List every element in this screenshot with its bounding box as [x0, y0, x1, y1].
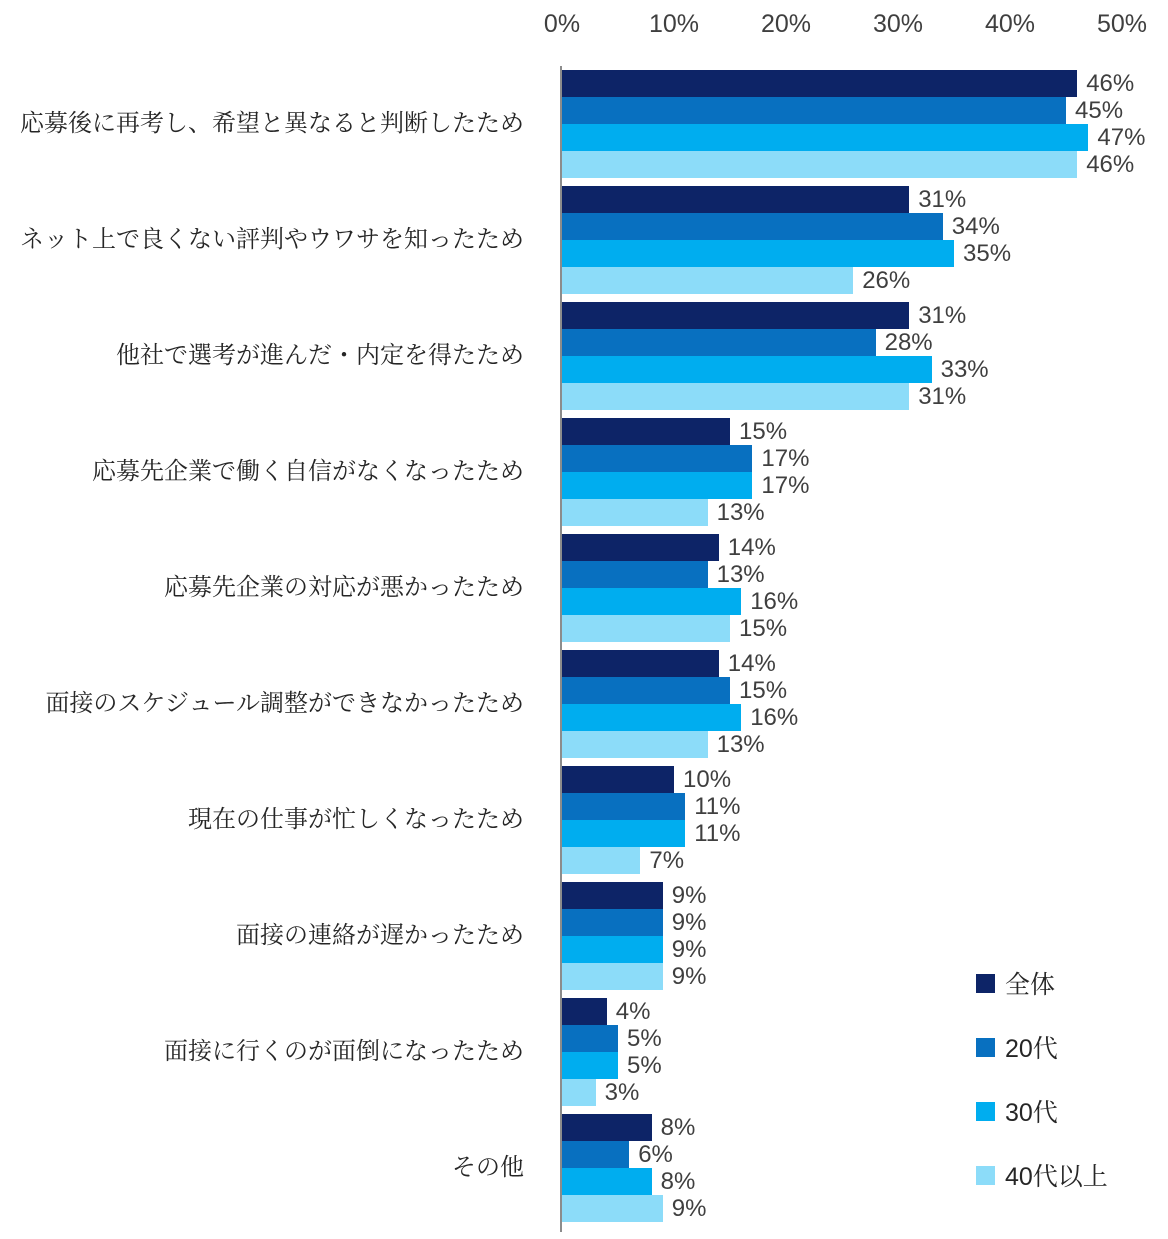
- bar-row: [562, 650, 1168, 677]
- x-axis-tick: 10%: [648, 10, 700, 38]
- bar-value-label: 9%: [671, 882, 707, 909]
- bar-series-3: [562, 1079, 596, 1106]
- bar-series-1: [562, 329, 876, 356]
- bar-cluster: [562, 182, 1168, 298]
- bar-series-3: [562, 1195, 663, 1222]
- bar-value-label: 31%: [918, 302, 967, 329]
- category-label: 面接に行くのが面倒になったため: [164, 1038, 524, 1065]
- bar-value-label: 9%: [671, 1195, 707, 1222]
- bar-value-label: 14%: [727, 650, 776, 677]
- bar-row: [562, 588, 1168, 615]
- bar-value-label: 9%: [671, 936, 707, 963]
- bar-value-label: 5%: [627, 1052, 662, 1079]
- bar-value-label: 15%: [739, 615, 788, 642]
- category-label: 応募先企業の対応が悪かったため: [164, 574, 524, 601]
- bar-value-label: 9%: [671, 909, 707, 936]
- bar-series-3: [562, 963, 663, 990]
- bar-row: [562, 847, 1168, 874]
- bar-series-2: [562, 704, 741, 731]
- bar-value-label: 10%: [683, 766, 732, 793]
- bar-series-2: [562, 820, 685, 847]
- bar-value-label: 47%: [1097, 124, 1146, 151]
- bar-series-2: [562, 1168, 652, 1195]
- bar-series-0: [562, 998, 607, 1025]
- x-axis-tick: 20%: [760, 10, 812, 38]
- bar-series-0: [562, 882, 663, 909]
- legend-label: 40代以上: [1005, 1163, 1108, 1191]
- bar-group: [0, 414, 1168, 530]
- legend: [976, 968, 1108, 1224]
- bar-row: [562, 909, 1168, 936]
- bar-value-label: 7%: [649, 847, 685, 874]
- bar-series-2: [562, 588, 741, 615]
- bar-row: [562, 445, 1168, 472]
- bar-row: [562, 356, 1168, 383]
- legend-swatch-icon: [976, 1038, 995, 1057]
- bar-value-label: 33%: [940, 356, 989, 383]
- x-axis-tick: 40%: [984, 10, 1036, 38]
- bar-series-0: [562, 1114, 652, 1141]
- category-label: ネット上で良くない評判やウワサを知ったため: [20, 226, 524, 253]
- bar-row: [562, 213, 1168, 240]
- bar-group: [0, 762, 1168, 878]
- bar-series-2: [562, 240, 954, 267]
- bar-row: [562, 240, 1168, 267]
- bar-value-label: 28%: [884, 329, 933, 356]
- bar-group: [0, 298, 1168, 414]
- bar-value-label: 5%: [627, 1025, 662, 1052]
- bar-series-0: [562, 766, 674, 793]
- x-axis-tick: 30%: [872, 10, 924, 38]
- bar-cluster: [562, 414, 1168, 530]
- bar-row: [562, 936, 1168, 963]
- bar-row: [562, 677, 1168, 704]
- bar-row: [562, 766, 1168, 793]
- bar-group: [0, 182, 1168, 298]
- legend-swatch-icon: [976, 1102, 995, 1121]
- bar-series-1: [562, 793, 685, 820]
- bar-value-label: 34%: [951, 213, 1000, 240]
- bar-value-label: 6%: [638, 1141, 673, 1168]
- bar-group: [0, 66, 1168, 182]
- bar-series-0: [562, 70, 1077, 97]
- bar-series-0: [562, 418, 730, 445]
- bar-value-label: 4%: [615, 998, 651, 1025]
- bar-row: [562, 383, 1168, 410]
- legend-label: 30代: [1005, 1099, 1058, 1127]
- bar-series-3: [562, 267, 853, 294]
- bar-row: [562, 472, 1168, 499]
- bar-row: [562, 731, 1168, 758]
- bar-value-label: 16%: [750, 704, 799, 731]
- bar-row: [562, 561, 1168, 588]
- bar-value-label: 9%: [671, 963, 707, 990]
- bar-cluster: [562, 298, 1168, 414]
- bar-series-1: [562, 213, 943, 240]
- bar-value-label: 35%: [963, 240, 1012, 267]
- bar-row: [562, 124, 1168, 151]
- category-label: その他: [452, 1154, 524, 1181]
- bar-series-0: [562, 534, 719, 561]
- bar-row: [562, 186, 1168, 213]
- bar-row: [562, 302, 1168, 329]
- bar-series-3: [562, 151, 1077, 178]
- bar-series-1: [562, 561, 708, 588]
- bar-series-0: [562, 302, 909, 329]
- legend-item: [976, 968, 1108, 998]
- bar-series-1: [562, 1141, 629, 1168]
- bar-series-2: [562, 124, 1088, 151]
- bar-series-2: [562, 356, 932, 383]
- bar-row: [562, 70, 1168, 97]
- bar-cluster: [562, 66, 1168, 182]
- bar-value-label: 11%: [694, 793, 741, 820]
- legend-item: [976, 1096, 1108, 1126]
- bar-value-label: 13%: [716, 499, 765, 526]
- bar-series-3: [562, 847, 640, 874]
- x-axis-tick: 0%: [543, 10, 581, 38]
- legend-label: 全体: [1005, 971, 1056, 999]
- bar-series-2: [562, 1052, 618, 1079]
- legend-swatch-icon: [976, 1166, 995, 1185]
- bar-value-label: 3%: [604, 1079, 640, 1106]
- bar-value-label: 11%: [694, 820, 741, 847]
- bar-value-label: 13%: [716, 731, 765, 758]
- bar-group: [0, 530, 1168, 646]
- bar-cluster: [562, 530, 1168, 646]
- bar-value-label: 16%: [750, 588, 799, 615]
- bar-value-label: 17%: [761, 445, 810, 472]
- bar-row: [562, 151, 1168, 178]
- bar-value-label: 15%: [739, 418, 788, 445]
- bar-series-3: [562, 383, 909, 410]
- category-label: 面接の連絡が遅かったため: [236, 922, 524, 949]
- category-label: 応募先企業で働く自信がなくなったため: [92, 458, 524, 485]
- bar-series-1: [562, 909, 663, 936]
- bar-row: [562, 418, 1168, 445]
- bar-value-label: 46%: [1086, 70, 1135, 97]
- legend-swatch-icon: [976, 974, 995, 993]
- bar-row: [562, 97, 1168, 124]
- bar-series-3: [562, 615, 730, 642]
- bar-value-label: 31%: [918, 383, 967, 410]
- bar-value-label: 15%: [739, 677, 788, 704]
- bar-value-label: 8%: [660, 1114, 696, 1141]
- category-label: 面接のスケジュール調整ができなかったため: [45, 690, 524, 717]
- bar-series-2: [562, 936, 663, 963]
- bar-row: [562, 615, 1168, 642]
- bar-series-1: [562, 97, 1066, 124]
- bar-row: [562, 882, 1168, 909]
- legend-label: 20代: [1005, 1035, 1058, 1063]
- bar-series-3: [562, 499, 708, 526]
- bar-value-label: 26%: [862, 267, 911, 294]
- bar-row: [562, 704, 1168, 731]
- legend-item: [976, 1160, 1108, 1190]
- bar-value-label: 45%: [1075, 97, 1124, 124]
- bar-value-label: 46%: [1086, 151, 1135, 178]
- bar-cluster: [562, 762, 1168, 878]
- bar-row: [562, 329, 1168, 356]
- legend-item: [976, 1032, 1108, 1062]
- category-label: 現在の仕事が忙しくなったため: [188, 806, 524, 833]
- bar-value-label: 14%: [727, 534, 776, 561]
- x-axis: [0, 0, 1168, 50]
- bar-group: [0, 646, 1168, 762]
- bar-series-1: [562, 677, 730, 704]
- bar-series-3: [562, 731, 708, 758]
- bar-series-2: [562, 472, 752, 499]
- category-label: 他社で選考が進んだ・内定を得たため: [116, 342, 524, 369]
- bar-row: [562, 793, 1168, 820]
- bar-value-label: 31%: [918, 186, 967, 213]
- bar-row: [562, 534, 1168, 561]
- bar-series-0: [562, 186, 909, 213]
- bar-value-label: 17%: [761, 472, 810, 499]
- bar-value-label: 13%: [716, 561, 765, 588]
- bar-cluster: [562, 646, 1168, 762]
- category-label: 応募後に再考し、希望と異なると判断したため: [20, 110, 524, 137]
- bar-row: [562, 267, 1168, 294]
- x-axis-tick: 50%: [1096, 10, 1148, 38]
- bar-series-1: [562, 1025, 618, 1052]
- bar-row: [562, 820, 1168, 847]
- bar-value-label: 8%: [660, 1168, 696, 1195]
- bar-series-1: [562, 445, 752, 472]
- bar-row: [562, 499, 1168, 526]
- bar-series-0: [562, 650, 719, 677]
